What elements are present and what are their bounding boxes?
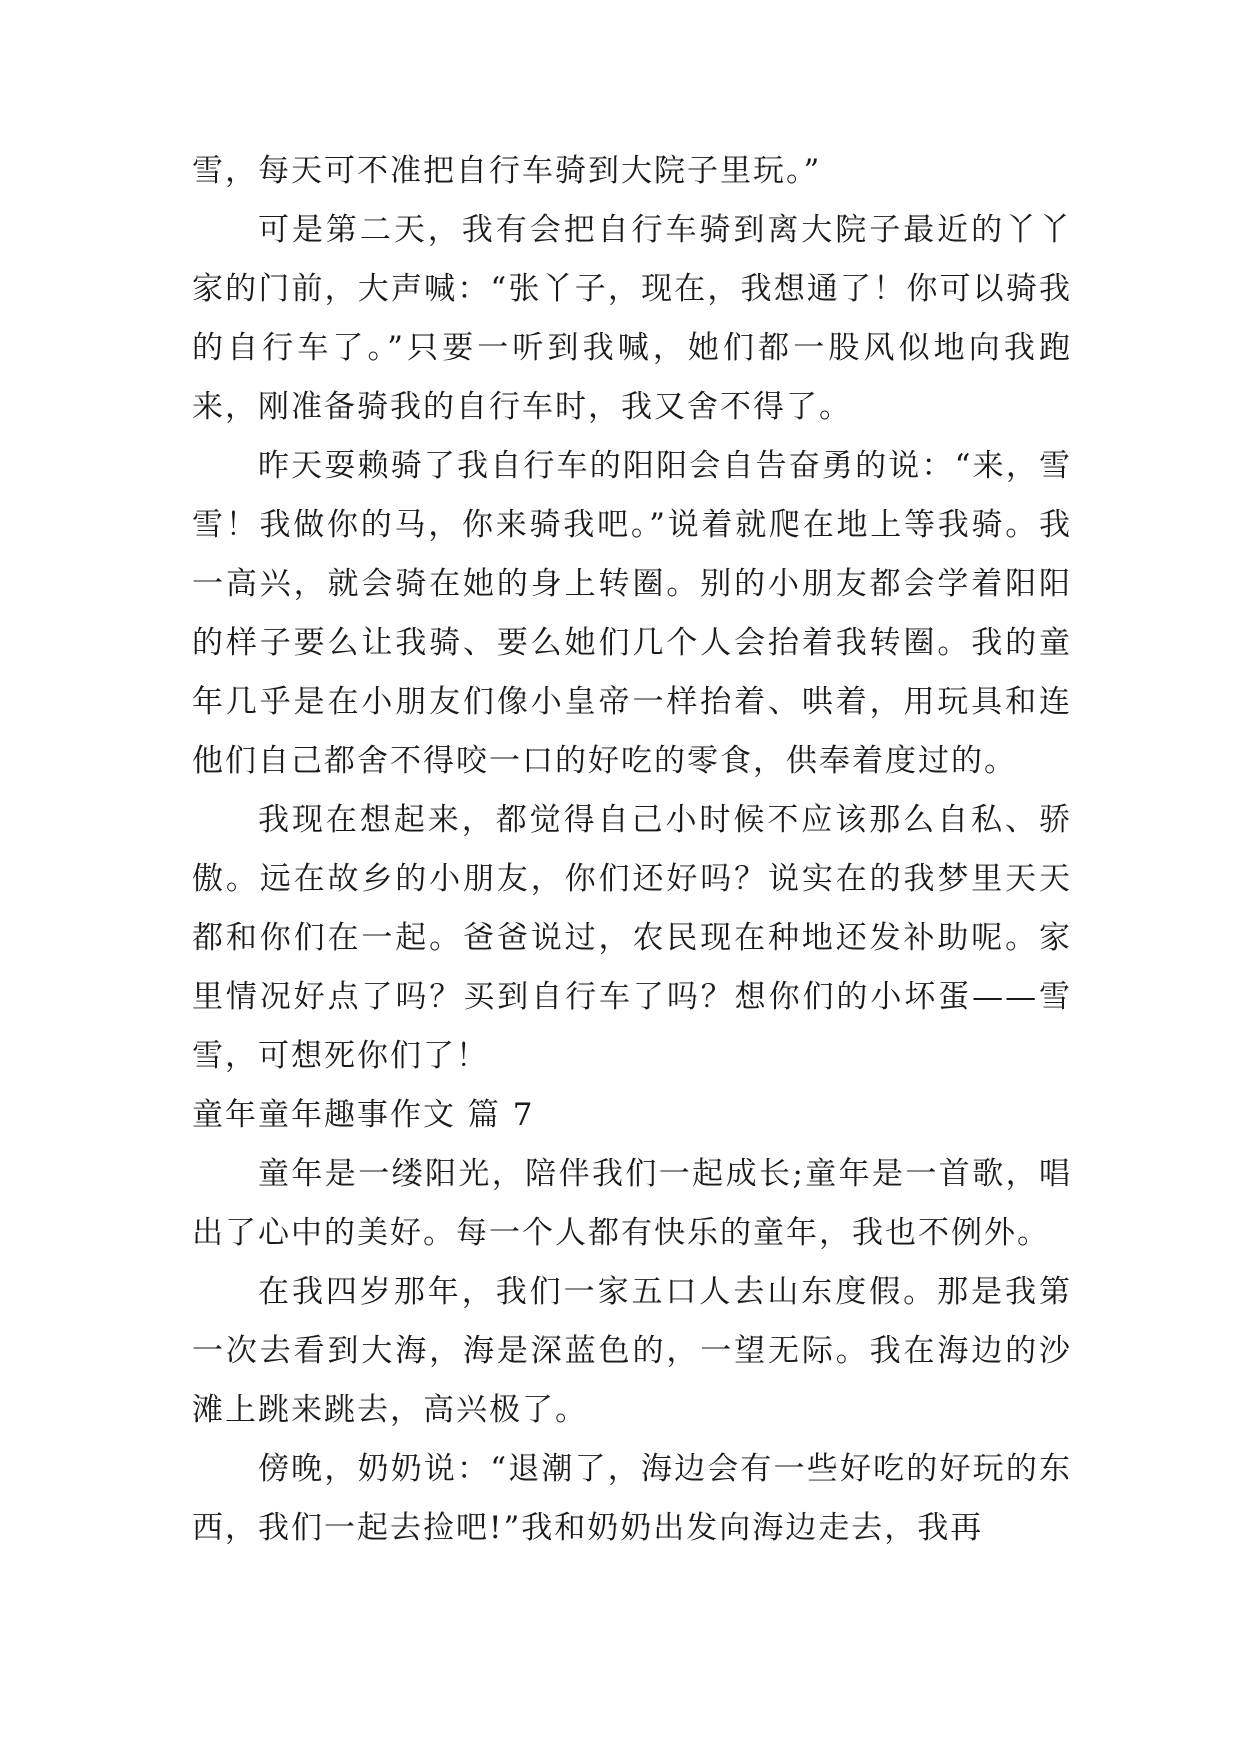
paragraph: 在我四岁那年，我们一家五口人去山东度假。那是我第一次去看到大海，海是深蓝色的，一望无际。我在海边的沙滩上跳来跳去，高兴极了。 — [192, 1274, 1072, 1428]
paragraph: 昨天耍赖骑了我自行车的阳阳会自告奋勇的说：“来，雪雪！我做你的马，你来骑我吧。”说着就爬在地上等我骑。我一高兴，就会骑在她的身上转圈。别的小朋友都会学着阳阳的样子要么让我骑、要么她们几个人会抬着我转圈。我的童年几乎是在小朋友们像小皇帝一样抬着、哄着，用玩具和连他们自己都舍不得咬一口的好吃的零食，供奉着度过的。 — [192, 448, 1072, 779]
paragraph-continued: 雪，每天可不准把自行车骑到大院子里玩。” — [192, 153, 822, 189]
paragraph: 傍晚，奶奶说：“退潮了，海边会有一些好吃的好玩的东西，我们一起去捡吧!”我和奶奶出发向海边走去，我再 — [192, 1451, 1072, 1546]
paragraph: 可是第二天，我有会把自行车骑到离大院子最近的丫丫家的门前，大声喊：“张丫子，现在，我想通了！你可以骑我的自行车了。”只要一听到我喊，她们都一股风似地向我跑来，刚准备骑我的自行车时，我又舍不得了。 — [192, 212, 1072, 425]
paragraph: 童年是一缕阳光，陪伴我们一起成长;童年是一首歌，唱出了心中的美好。每一个人都有快乐的童年，我也不例外。 — [192, 1156, 1072, 1251]
document-body — [192, 142, 1072, 1558]
section-heading: 童年童年趣事作文 篇 7 — [192, 1097, 535, 1133]
paragraph: 我现在想起来，都觉得自己小时候不应该那么自私、骄傲。远在故乡的小朋友，你们还好吗？说实在的我梦里天天都和你们在一起。爸爸说过，农民现在种地还发补助呢。家里情况好点了吗？买到自行车了吗？想你们的小坏蛋——雪雪，可想死你们了！ — [192, 802, 1072, 1074]
